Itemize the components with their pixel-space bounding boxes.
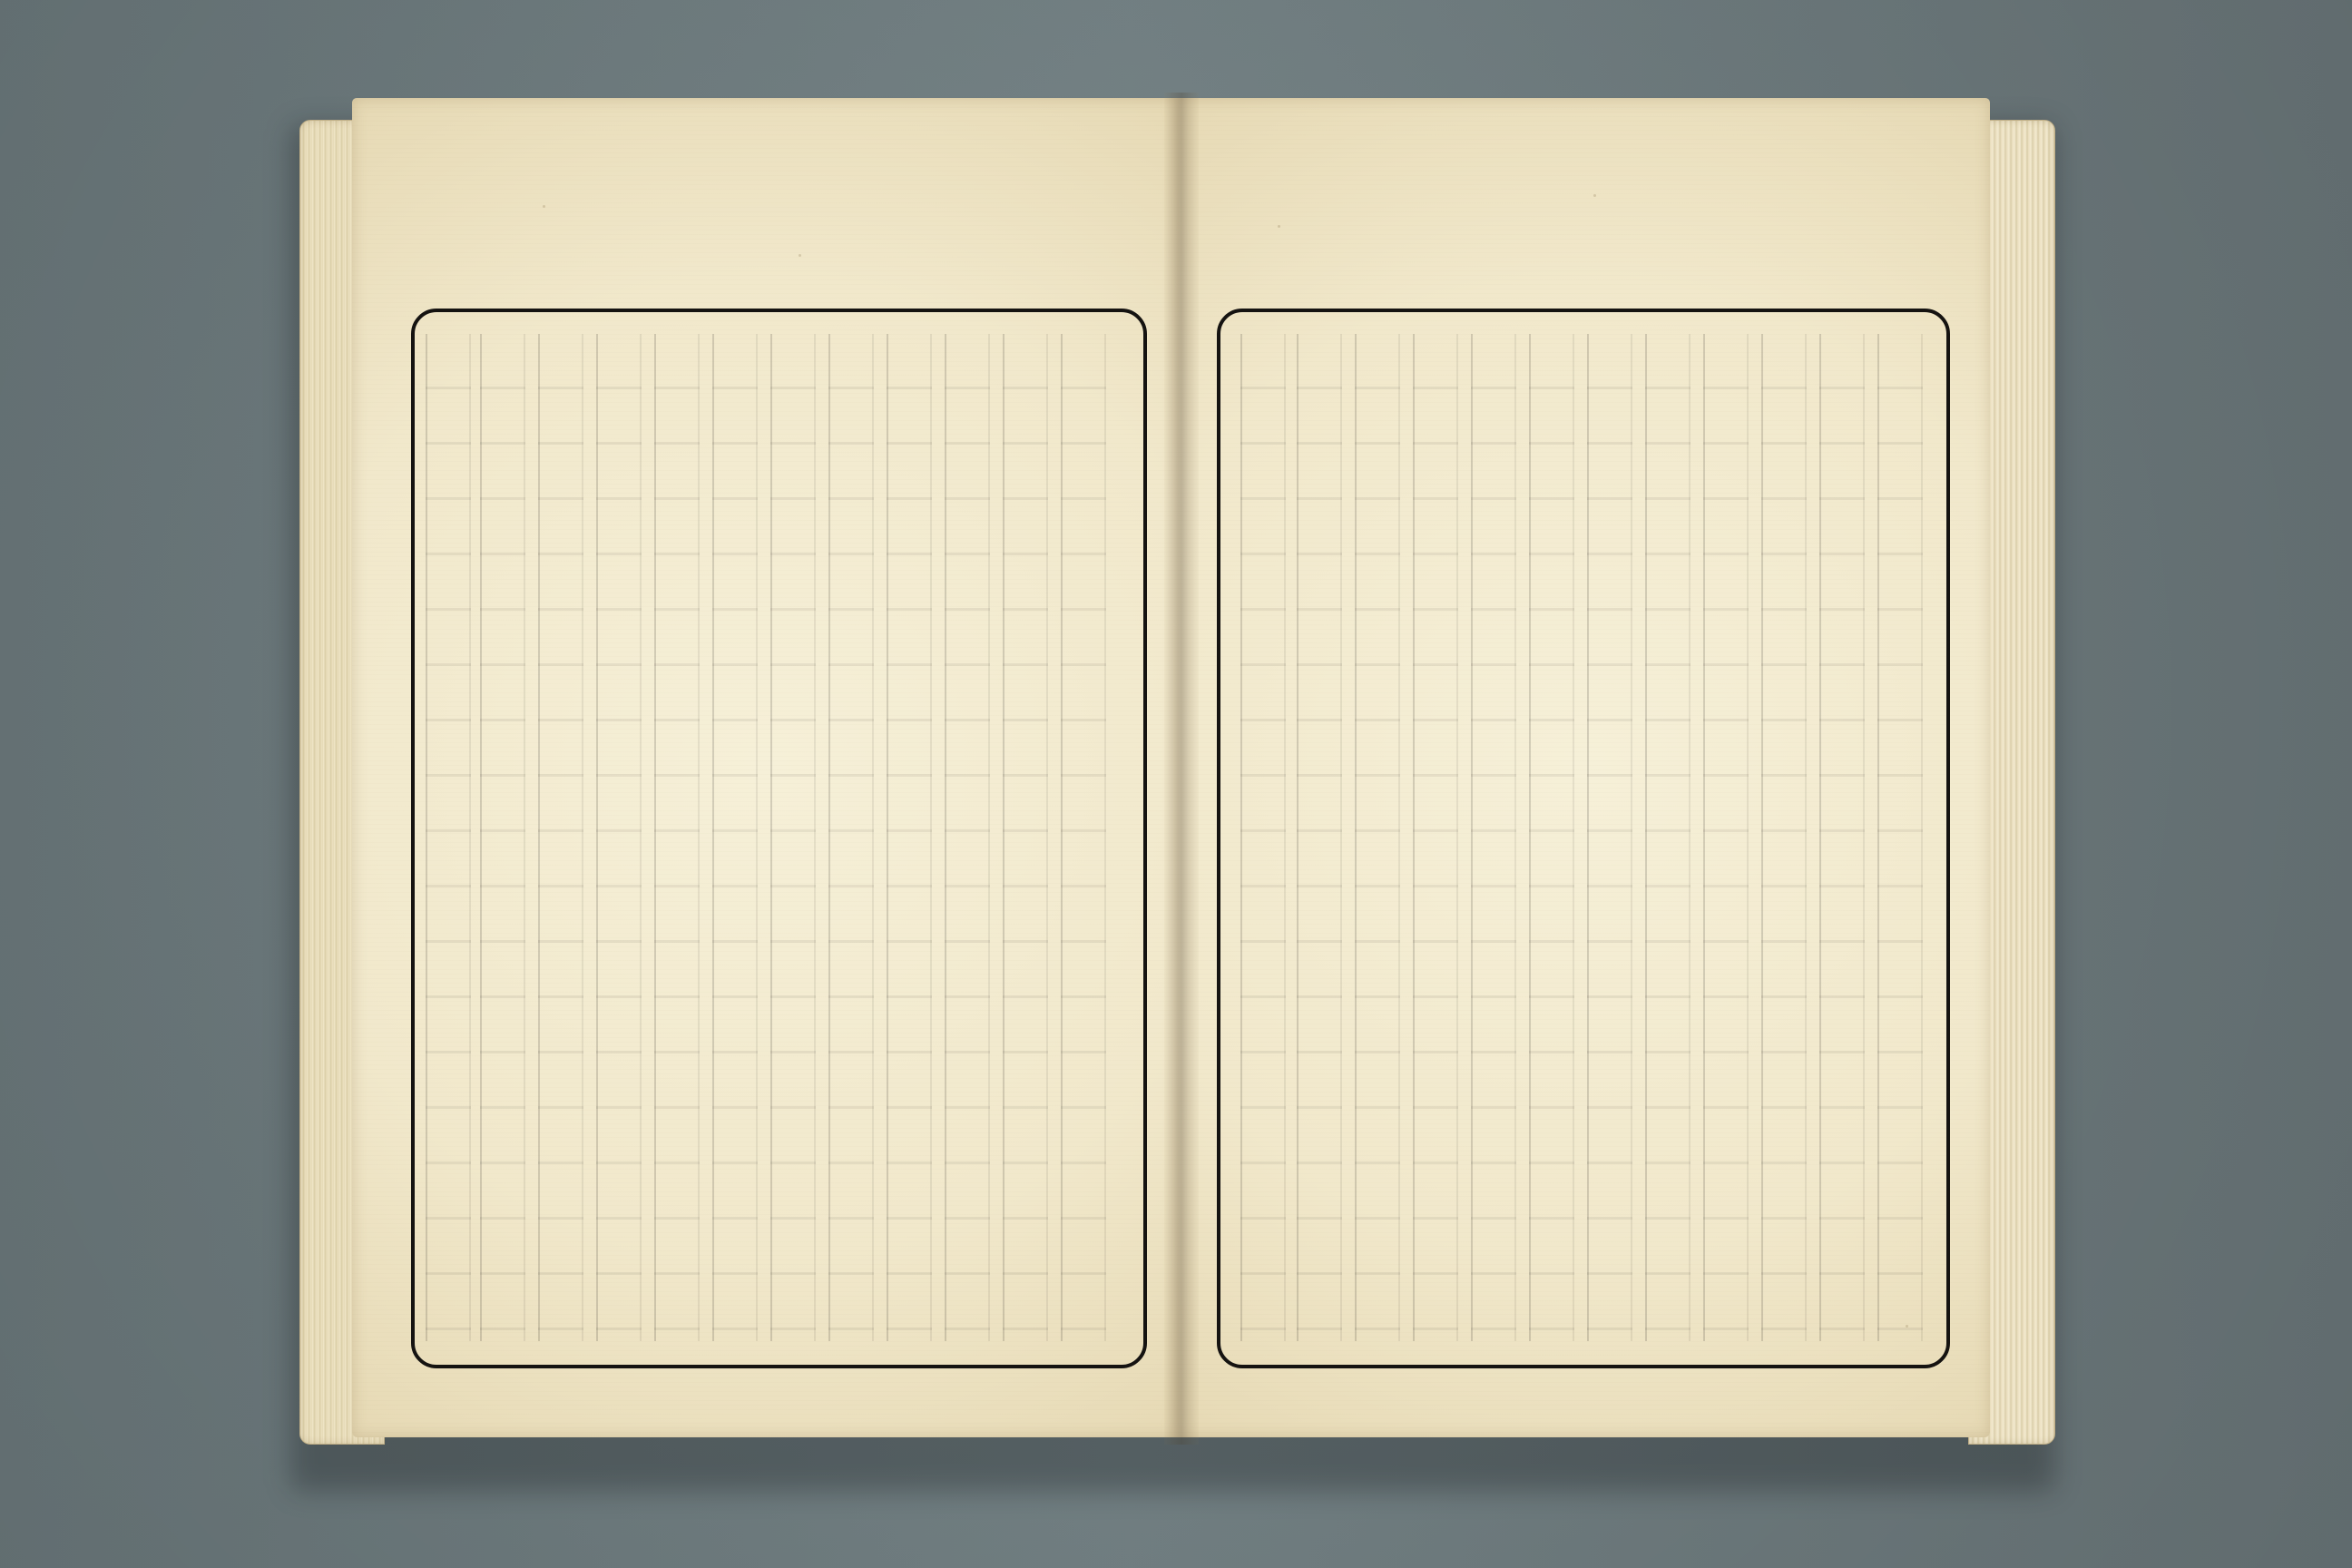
paper-fleck [543,205,545,208]
paper-fleck [1593,194,1596,197]
text-column-guide [712,334,758,1341]
paper-fleck [1278,225,1280,228]
text-column-guide [1471,334,1516,1341]
text-column-guide [538,334,583,1341]
text-column-guide [1413,334,1458,1341]
text-column-guide [1761,334,1807,1341]
text-column-guide [654,334,700,1341]
text-column-guide [1587,334,1632,1341]
text-column-guide [1819,334,1865,1341]
text-column-guide [828,334,874,1341]
text-column-guide [945,334,990,1341]
text-column-guide [1877,334,1923,1341]
text-column-guide [426,334,471,1341]
open-book-spread [299,93,2055,1474]
text-column-guide [1003,334,1048,1341]
text-column-guide [596,334,642,1341]
text-column-guide [1297,334,1342,1341]
text-column-guide [1240,334,1286,1341]
right-index-frame [1217,309,1950,1368]
text-column-guide [480,334,525,1341]
text-column-guide [1645,334,1690,1341]
text-column-guide [1529,334,1574,1341]
text-column-guide [887,334,932,1341]
text-column-guide [1061,334,1106,1341]
text-column-guide [1703,334,1749,1341]
paper-fleck [799,254,801,257]
text-column-guide [1355,334,1400,1341]
text-column-guide [770,334,816,1341]
left-index-frame [411,309,1147,1368]
book-gutter [1164,93,1199,1445]
